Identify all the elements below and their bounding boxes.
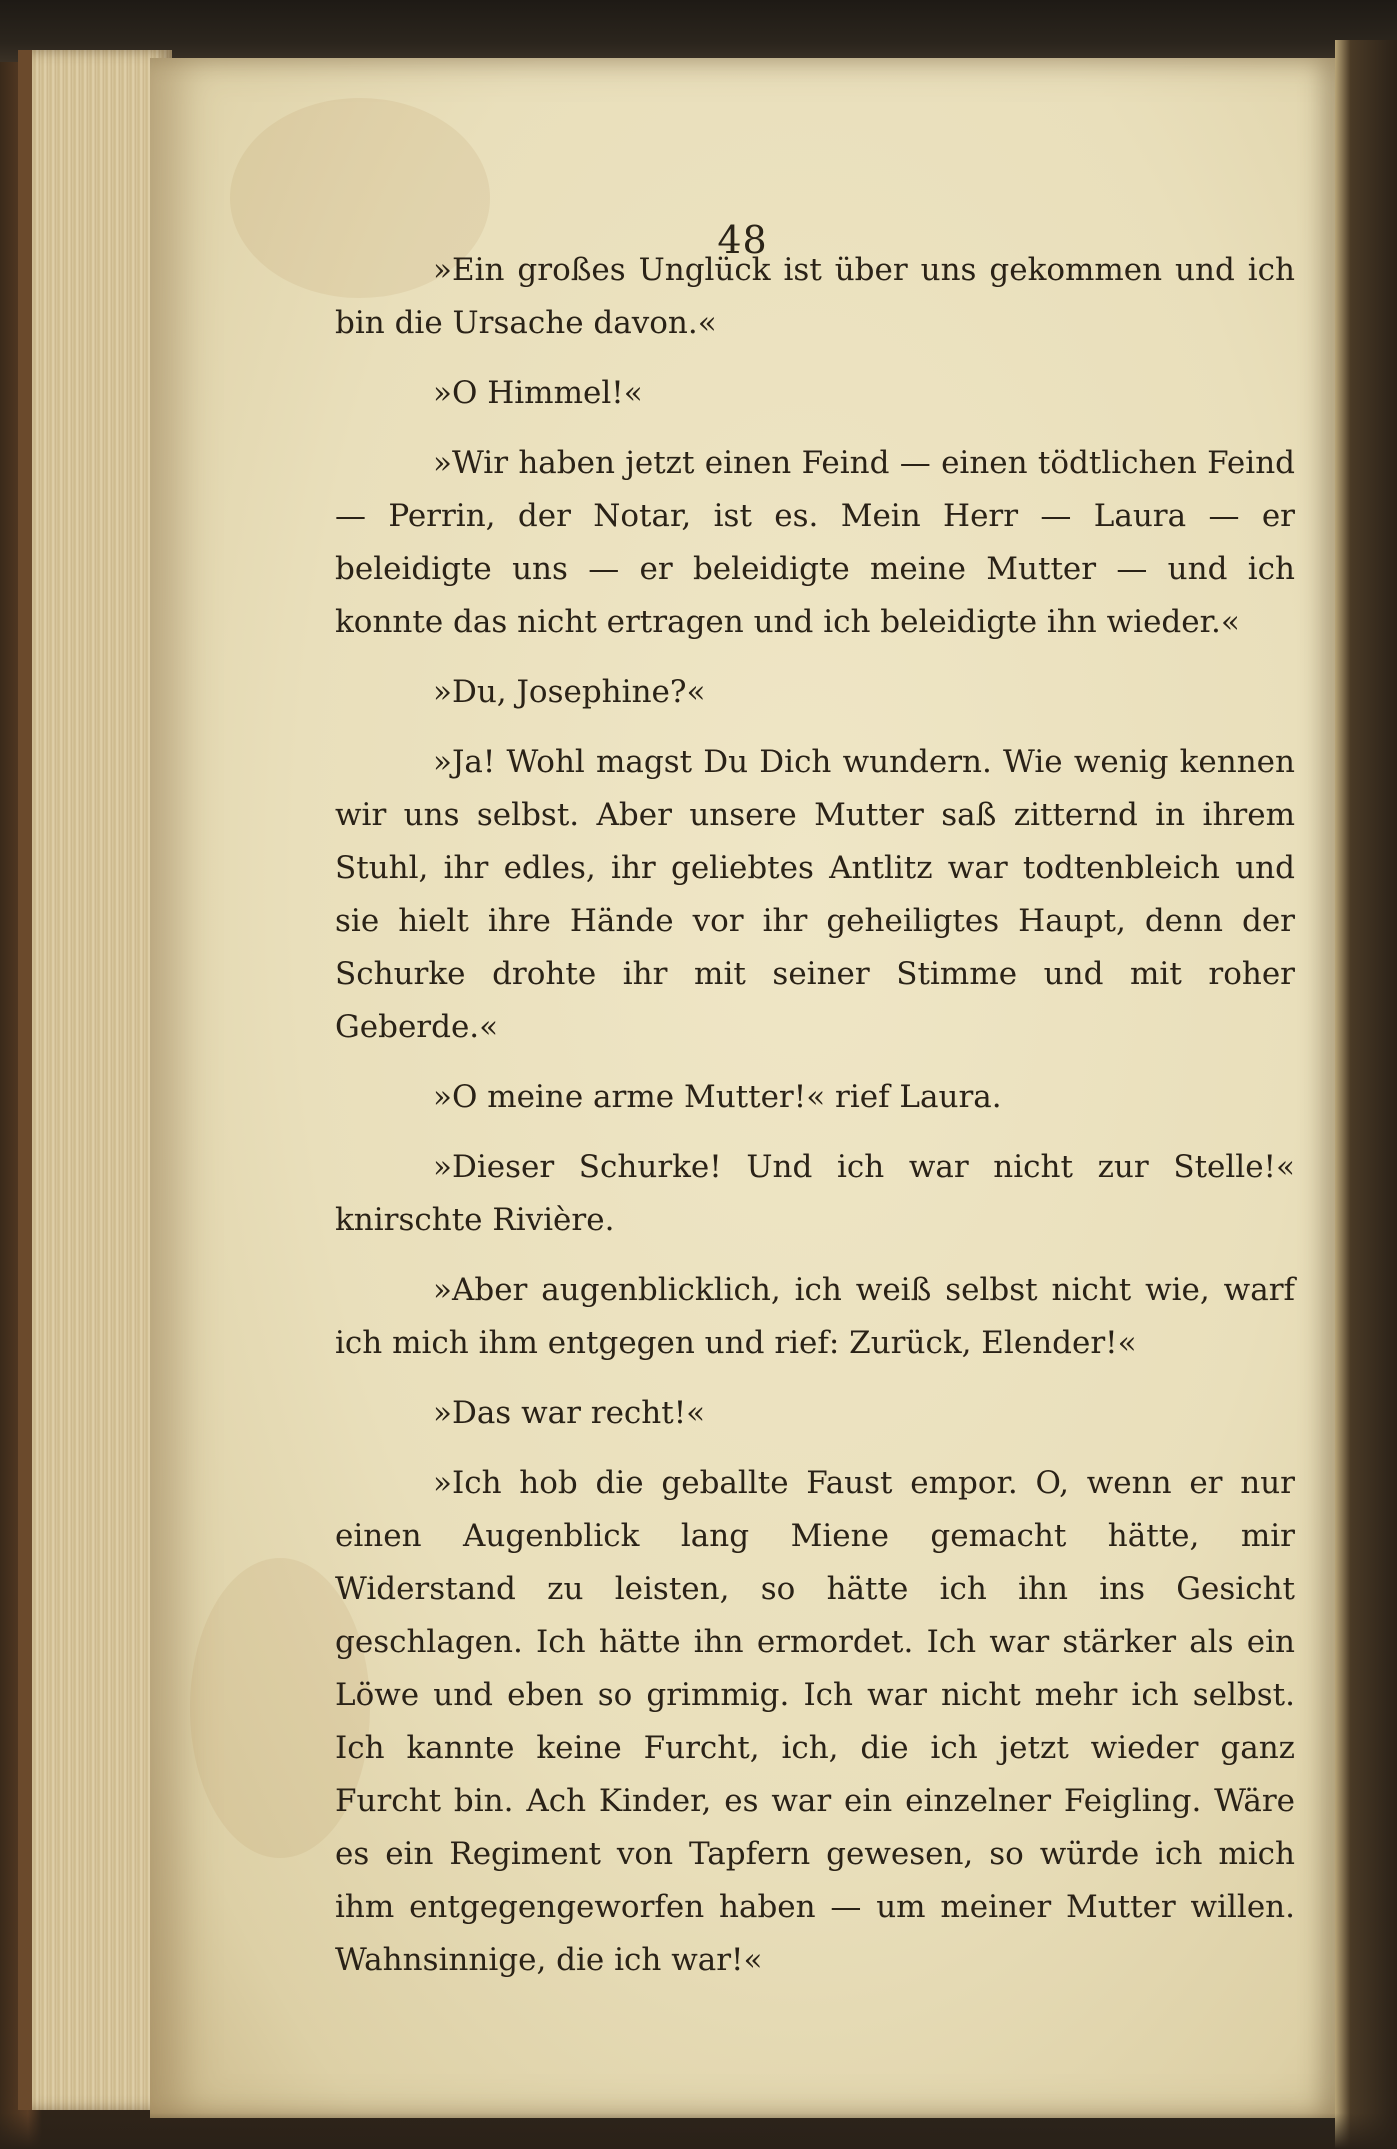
- paragraph: »Ja! Wohl magst Du Dich wundern. Wie wenig kennen wir uns selbst. Aber unsere Mutter saß zitternd in ihrem Stuhl, ihr edles, ihr geliebtes Antlitz war todtenbleich und sie hielt ihre Hände vor ihr geheiligtes Haupt, denn der Schurke drohte ihr mit seiner Stimme und mit roher Geberde.«: [335, 744, 1295, 1045]
- page-stack-left: [18, 50, 172, 2110]
- paragraph: »Das war recht!«: [433, 1395, 706, 1431]
- book-right-edge: [1335, 40, 1397, 2149]
- page-text: [335, 244, 1295, 1987]
- paragraph: »Ich hob die geballte Faust empor. O, wenn er nur einen Augenblick lang Miene gemacht hätte, mir Widerstand zu leisten, so hätte ich ihn ins Gesicht geschlagen. Ich hätte ihn ermordet. Ich war stärker als ein Löwe und eben so grimmig. Ich war nicht mehr ich selbst. Ich kannte keine Furcht, ich, die ich jetzt wieder ganz Furcht bin. Ach Kinder, es war ein einzelner Feigling. Wäre es ein Regiment von Tapfern gewesen, so würde ich mich ihm entgegengeworfen haben — um meiner Mutter willen. Wahnsinnige, die ich war!«: [335, 1465, 1295, 1978]
- page-number: 48: [717, 218, 768, 262]
- paragraph: »Aber augenblicklich, ich weiß selbst nicht wie, warf ich mich ihm entgegen und rief: Zurück, Elender!«: [335, 1272, 1295, 1361]
- paragraph: »Wir haben jetzt einen Feind — einen tödtlichen Feind — Perrin, der Notar, ist es. Mein Herr — Laura — er beleidigte uns — er beleidigte meine Mutter — und ich konnte das nicht ertragen und ich beleidigte ihn wieder.«: [335, 445, 1295, 640]
- paragraph: »O Himmel!«: [433, 375, 643, 411]
- book-top-edge: [0, 0, 1397, 62]
- paragraph: »Dieser Schurke! Und ich war nicht zur Stelle!« knirschte Rivière.: [335, 1149, 1295, 1238]
- paragraph: »O meine arme Mutter!« rief Laura.: [433, 1079, 1002, 1115]
- paragraph: »Du, Josephine?«: [433, 674, 706, 710]
- paragraph: »Ein großes Unglück ist über uns gekommen und ich bin die Ursache davon.«: [335, 252, 1295, 341]
- book-bottom-edge: [0, 2113, 1397, 2149]
